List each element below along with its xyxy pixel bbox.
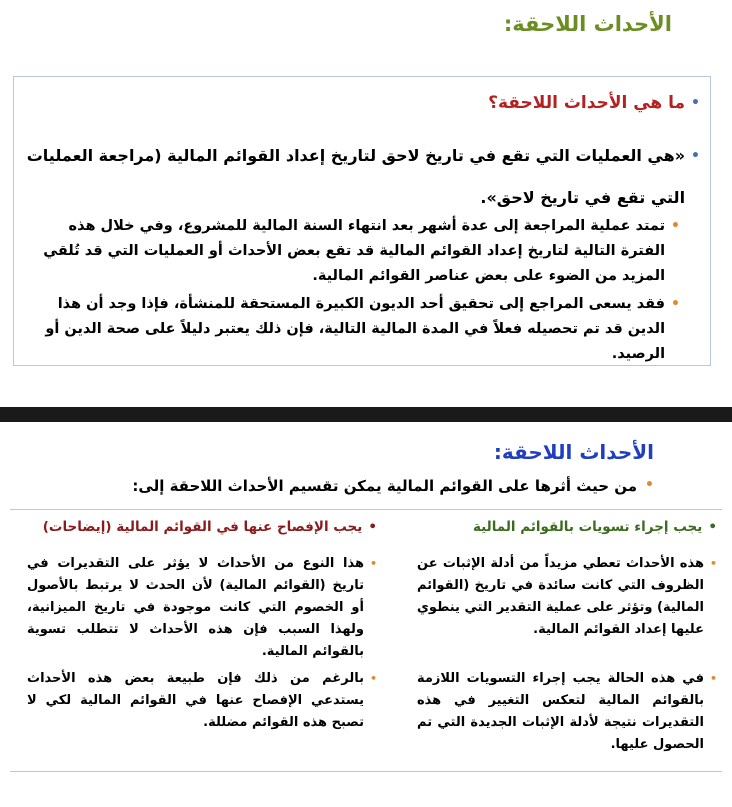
definition-text: «هي العمليات التي تقع في تاريخ لاحق لتاريخ إعداد القوائم المالية (مراجعة العمليات التي تقع في تاريخ لاحق». [26, 146, 686, 207]
right-paragraph-1-text: هذه الأحداث تعطي مزيداً من أدلة الإثبات عن الظروف التي كانت سائدة في تاريخ (القوائم المالية) وتؤثر على عملية التقدير التي ينطوي عليها إعداد القوائم المالية. [417, 556, 704, 637]
bullet-dot-icon: • [645, 477, 654, 493]
left-paragraph-1-text: هذا النوع من الأحداث لا يؤثر على التقديرات في تاريخ (القوائم المالية) لأن الحدث لا يرتبط بالأصول أو الخصوم التي كانت موجودة في تاريخ الميزانية، ولهذا السبب فإن هذه الأحداث لا تتطلب تسوية بالقوائم المالية. [27, 556, 364, 659]
slide1-title: الأحداث اللاحقة: [503, 12, 672, 36]
question-text: ما هي الأحداث اللاحقة؟ [488, 93, 686, 113]
slide2-title: الأحداث اللاحقة: [493, 440, 654, 464]
right-paragraph-2-text: في هذه الحالة يجب إجراء التسويات اللازمة بالقوائم المالية لتعكس التغيير في هذه التقديرات نتيجة لأدلة الإثبات الجديدة التي تم الحصول عليها. [417, 671, 704, 752]
bullet-dot-icon: • [708, 519, 717, 535]
left-paragraph-1 [27, 553, 377, 663]
right-paragraph-1 [417, 553, 717, 641]
definition-line [22, 135, 700, 219]
right-column-heading [473, 519, 717, 535]
bullet-dot-icon: • [369, 672, 377, 685]
bullet-dot-icon: • [671, 296, 680, 312]
sub-point-1-text: تمتد عملية المراجعة إلى عدة أشهر بعد انتهاء السنة المالية للمشروع، وفي خلال هذه الفترة التالية لتاريخ إعداد القوائم المالية قد تقع بعض الأحداث أو العمليات التي قد تُلقي المزيد من الضوء على بعض عناصر القوائم المالية. [43, 218, 666, 284]
right-heading-text: يجب إجراء تسويات بالقوائم المالية [472, 519, 703, 535]
bullet-dot-icon: • [368, 519, 377, 535]
bullet-dot-icon: • [709, 557, 717, 570]
top-rule [10, 509, 722, 510]
sub-point-1 [30, 214, 680, 289]
bullet-dot-icon: • [369, 557, 377, 570]
bullet-dot-icon: • [691, 148, 700, 164]
question-line [488, 93, 700, 113]
bullet-dot-icon: • [671, 218, 680, 234]
intro-text: من حيث أثرها على القوائم المالية يمكن تقسيم الأحداث اللاحقة إلى: [132, 477, 638, 495]
left-column-heading [43, 519, 377, 535]
left-heading-text: يجب الإفصاح عنها في القوائم المالية (إيضاحات) [42, 519, 363, 535]
bullet-dot-icon: • [709, 672, 717, 685]
left-paragraph-2 [27, 668, 377, 734]
bullet-dot-icon: • [691, 95, 700, 111]
slide1-content-box [13, 76, 711, 366]
sub-point-2-text: فقد يسعى المراجع إلى تحقيق أحد الديون الكبيرة المستحقة للمنشأة، فإذا وجد أن هذا الدين قد تم تحصيله فعلاً في المدة المالية التالية، فإن ذلك يعتبر دليلاً على صحة الدين أو الرصيد. [45, 296, 666, 362]
slide-divider [0, 407, 732, 422]
left-paragraph-2-text: بالرغم من ذلك فإن طبيعة بعض هذه الأحداث يستدعي الإفصاح عنها في القوائم المالية لكي لا تصبح هذه القوائم مضللة. [27, 671, 364, 730]
bottom-rule [10, 771, 722, 772]
sub-point-2 [30, 292, 680, 367]
intro-line [94, 477, 654, 495]
right-paragraph-2 [417, 668, 717, 756]
